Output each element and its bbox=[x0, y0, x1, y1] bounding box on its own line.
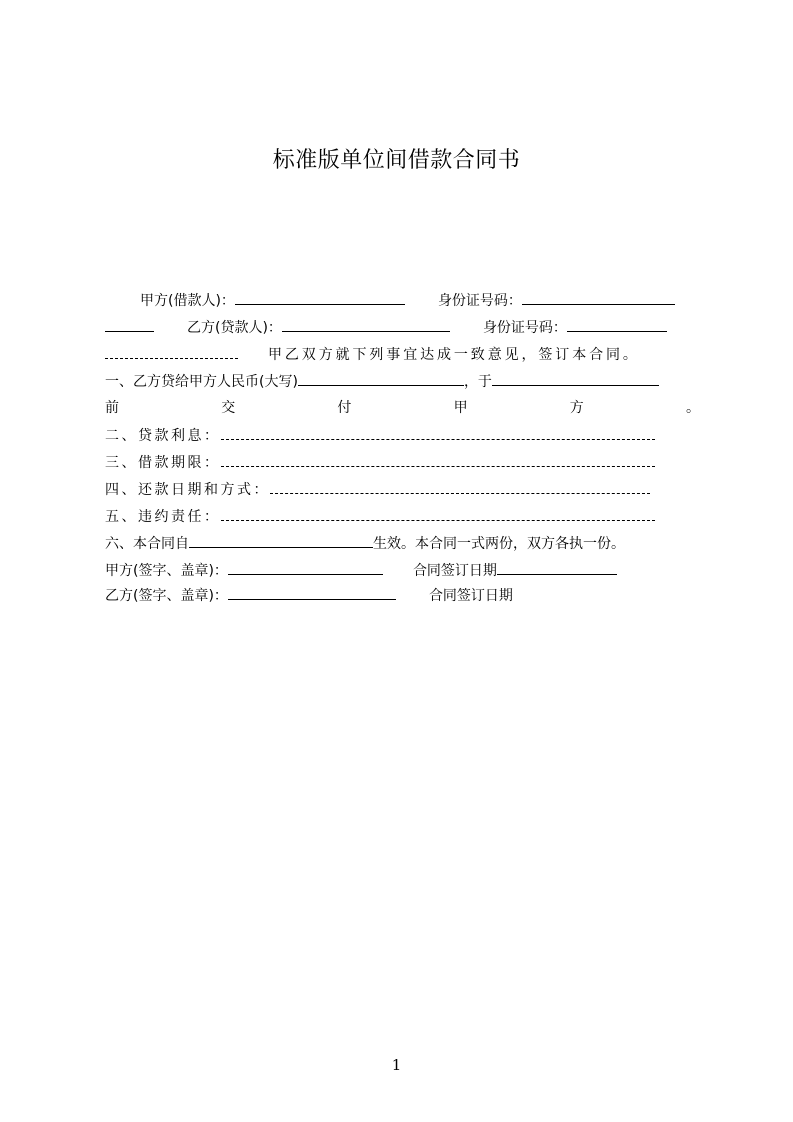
party-b-id-blank[interactable] bbox=[567, 318, 667, 332]
signature-a-line bbox=[105, 561, 700, 580]
effective-date-blank[interactable] bbox=[189, 534, 373, 548]
signature-a-date-label: 合同签订日期 bbox=[412, 563, 497, 579]
party-a-label: 甲方(借款人)： bbox=[140, 293, 235, 309]
signature-b-date-label: 合同签订日期 bbox=[428, 588, 513, 604]
signature-b-label: 乙方(签字、盖章)： bbox=[105, 588, 228, 604]
party-b-label: 乙方(贷款人)： bbox=[187, 320, 282, 336]
agreement-line bbox=[105, 345, 700, 364]
repayment-blank[interactable] bbox=[270, 480, 650, 494]
page-number: 1 bbox=[391, 1056, 402, 1074]
clause-2-label: 二、贷款利息： bbox=[105, 428, 221, 444]
clause-1-tail-char: 甲 bbox=[453, 400, 468, 416]
loan-amount-blank[interactable] bbox=[298, 372, 464, 386]
clause-1-tail-char: 前 bbox=[105, 400, 119, 416]
clause-1-tail-line bbox=[105, 399, 700, 417]
clause-3-line bbox=[105, 453, 700, 472]
signature-b-line bbox=[105, 586, 700, 605]
party-a-name-blank[interactable] bbox=[235, 291, 405, 305]
party-b-name-blank[interactable] bbox=[282, 318, 450, 332]
signature-a-label: 甲方(签字、盖章)： bbox=[105, 563, 228, 579]
document-title: 标准版单位间借款合同书 bbox=[272, 148, 521, 173]
clause-6-line bbox=[105, 534, 700, 553]
clause-1-tail-char: 交 bbox=[221, 400, 236, 416]
party-a-id-blank[interactable] bbox=[522, 291, 675, 305]
clause-4-line bbox=[105, 480, 700, 499]
clause-1-tail-char: 。 bbox=[685, 400, 700, 416]
party-a-id-label: 身份证号码： bbox=[437, 293, 522, 309]
clause-1-tail-char: 付 bbox=[337, 400, 352, 416]
interest-blank[interactable] bbox=[221, 426, 655, 440]
signature-b-blank[interactable] bbox=[228, 586, 396, 600]
clause-5-line bbox=[105, 507, 700, 526]
clause-1-line bbox=[105, 372, 700, 391]
liability-blank[interactable] bbox=[221, 507, 655, 521]
term-blank[interactable] bbox=[221, 453, 655, 467]
clause-2-line bbox=[105, 426, 700, 445]
clause-1-tail-char: 方 bbox=[569, 400, 584, 416]
clause-4-label: 四、还款日期和方式： bbox=[105, 482, 270, 498]
party-b-id-label: 身份证号码： bbox=[482, 320, 567, 336]
clause-1-mid: ，于 bbox=[463, 374, 492, 390]
party-b-id-blank-cont[interactable] bbox=[105, 345, 238, 359]
delivery-date-blank[interactable] bbox=[492, 372, 659, 386]
clause-5-label: 五、违约责任： bbox=[105, 509, 221, 525]
clause-1-prefix: 一、乙方贷给甲方人民币(大写) bbox=[105, 374, 298, 390]
signature-a-blank[interactable] bbox=[228, 561, 383, 575]
party-b-line bbox=[105, 318, 700, 337]
clause-3-label: 三、借款期限： bbox=[105, 455, 221, 471]
party-a-id-blank-cont[interactable] bbox=[105, 318, 154, 332]
clause-6-suffix: 生效。本合同一式两份，双方各执一份。 bbox=[373, 536, 625, 552]
party-a-line bbox=[105, 291, 700, 310]
clause-6-prefix: 六、本合同自 bbox=[105, 536, 189, 552]
agreement-text: 甲乙双方就下列事宜达成一致意见，签订本合同。 bbox=[268, 347, 640, 363]
signature-a-date-blank[interactable] bbox=[497, 561, 617, 575]
